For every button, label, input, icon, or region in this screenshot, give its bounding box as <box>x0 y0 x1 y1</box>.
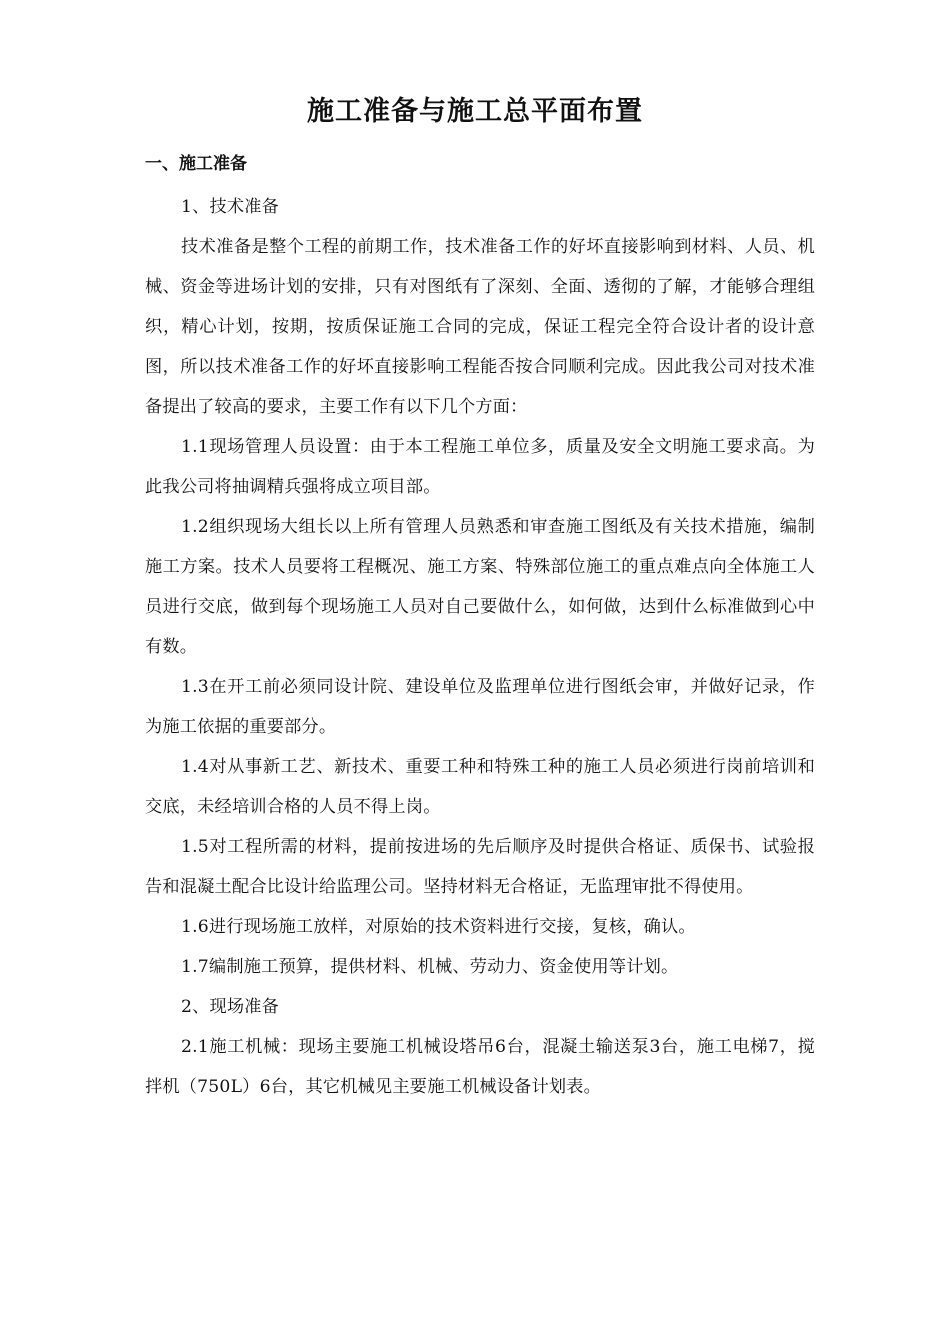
subsection-heading-technical: 1、技术准备 <box>181 197 280 217</box>
paragraph-item-1-5: 1.5对工程所需的材料，提前按进场的先后顺序及时提供合格证、质保书、试验报告和混凝土配合比设计给监理公司。坚持材料无合格证，无监理审批不得使用。 <box>145 837 815 897</box>
document-body <box>145 187 815 1107</box>
paragraph-item-1-7: 1.7编制施工预算，提供材料、机械、劳动力、资金使用等计划。 <box>181 957 679 977</box>
paragraph-item-2-1: 2.1施工机械：现场主要施工机械设塔吊6台，混凝土输送泵3台，施工电梯7，搅拌机（750L）6台，其它机械见主要施工机械设备计划表。 <box>145 1037 815 1097</box>
paragraph-technical-intro: 技术准备是整个工程的前期工作，技术准备工作的好坏直接影响到材料、人员、机械、资金等进场计划的安排，只有对图纸有了深刻、全面、透彻的了解，才能够合理组织，精心计划，按期，按质保证施工合同的完成，保证工程完全符合设计者的设计意图，所以技术准备工作的好坏直接影响工程能否按合同顺利完成。因此我公司对技术准备提出了较高的要求，主要工作有以下几个方面： <box>145 237 815 417</box>
paragraph-item-1-4: 1.4对从事新工艺、新技术、重要工种和特殊工种的施工人员必须进行岗前培训和交底，未经培训合格的人员不得上岗。 <box>145 757 815 817</box>
subsection-heading-site: 2、现场准备 <box>181 997 280 1017</box>
document-title: 施工准备与施工总平面布置 <box>307 96 643 127</box>
paragraph-item-1-3: 1.3在开工前必须同设计院、建设单位及监理单位进行图纸会审，并做好记录，作为施工依据的重要部分。 <box>145 677 815 737</box>
paragraph-item-1-2: 1.2组织现场大组长以上所有管理人员熟悉和审查施工图纸及有关技术措施，编制施工方案。技术人员要将工程概况、施工方案、特殊部位施工的重点难点向全体施工人员进行交底，做到每个现场施工人员对自己要做什么，如何做，达到什么标准做到心中有数。 <box>145 517 815 657</box>
paragraph-item-1-1: 1.1现场管理人员设置：由于本工程施工单位多，质量及安全文明施工要求高。为此我公司将抽调精兵强将成立项目部。 <box>145 437 815 497</box>
section-heading: 一、施工准备 <box>145 154 247 174</box>
paragraph-item-1-6: 1.6进行现场施工放样，对原始的技术资料进行交接，复核，确认。 <box>181 917 696 937</box>
